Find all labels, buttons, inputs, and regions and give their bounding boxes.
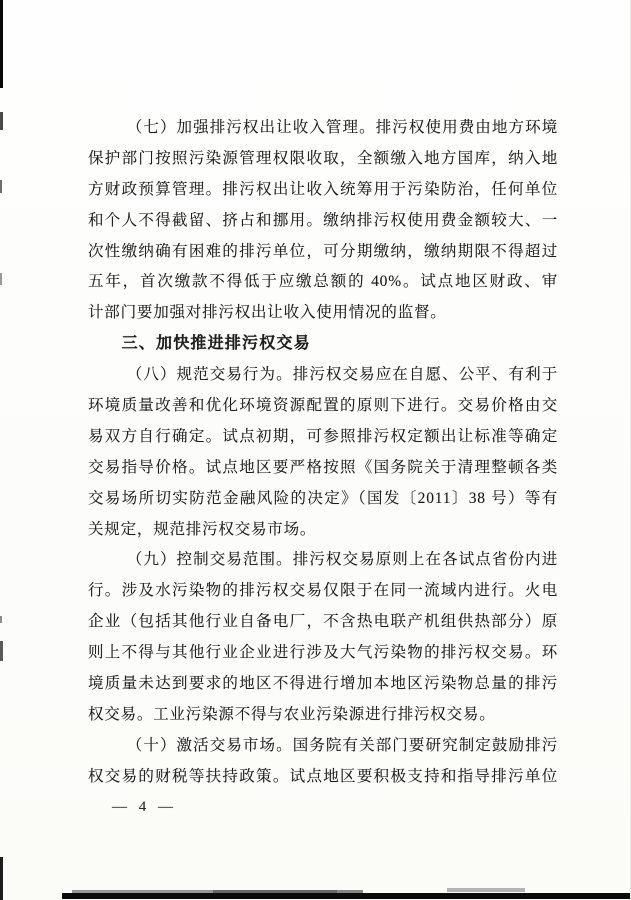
text-line: （八）规范交易行为。排污权交易应在自愿、公平、有利于 <box>126 366 558 384</box>
scan-edge-artifact <box>0 0 3 88</box>
text-line: 三、加快推进排污权交易 <box>121 335 311 353</box>
text-line: （十）激活交易市场。国务院有关部门要研究制定鼓励排污 <box>126 736 558 754</box>
text-line: 次性缴纳确有困难的排污单位，可分期缴纳，缴纳期限不得超过 <box>88 242 558 260</box>
text-line: 权交易。工业污染源不得与农业污染源进行排污权交易。 <box>88 705 496 723</box>
text-line: 交易指导价格。试点地区要严格按照《国务院关于清理整顿各类 <box>88 458 558 476</box>
scan-edge-artifact <box>447 888 525 892</box>
paragraph-7 <box>88 113 558 329</box>
text-line: 易双方自行确定。试点初期，可参照排污权定额出让标准等确定 <box>88 427 558 445</box>
text-line: 企业（包括其他行业自备电厂，不含热电联产机组供热部分）原 <box>88 613 558 631</box>
section-heading-3 <box>88 329 558 360</box>
text-line: 方财政预算管理。排污权出让收入统筹用于污染防治，任何单位 <box>88 180 558 198</box>
scan-edge-artifact <box>213 890 363 893</box>
text-line: 环境质量改善和优化环境资源配置的原则下进行。交易价格由交 <box>88 397 558 415</box>
scan-edge-artifact <box>0 273 2 285</box>
paragraph-10 <box>88 731 558 793</box>
text-line: 五年，首次缴款不得低于应缴总额的 40%。试点地区财政、审 <box>88 273 558 291</box>
text-line: 交易场所切实防范金融风险的决定》（国发〔2011〕38 号）等有 <box>88 489 558 507</box>
text-line: 关规定，规范排污权交易市场。 <box>88 520 317 538</box>
scan-edge-artifact <box>72 890 337 893</box>
text-line: 和个人不得截留、挤占和挪用。缴纳排污权使用费金额较大、一 <box>88 211 558 229</box>
text-line: （七）加强排污权出让收入管理。排污权使用费由地方环境 <box>126 119 558 136</box>
text-line: 行。涉及水污染物的排污权交易仅限于在同一流域内进行。火电 <box>88 582 558 600</box>
text-line: 境质量未达到要求的地区不得进行增加本地区污染物总量的排污 <box>88 675 558 693</box>
scan-edge-artifact <box>0 857 3 900</box>
scan-bottom-edge-artifact <box>62 893 631 899</box>
text-line: 保护部门按照污染源管理权限收取，全额缴入地方国库，纳入地 <box>88 149 558 167</box>
scan-edge-artifact <box>0 641 3 661</box>
text-line: （九）控制交易范围。排污权交易原则上在各试点省份内进 <box>126 551 558 569</box>
text-line: 计部门要加强对排污权出让收入使用情况的监督。 <box>88 304 447 322</box>
text-line: 权交易的财税等扶持政策。试点地区要积极支持和指导排污单位 <box>88 767 558 785</box>
scan-edge-artifact <box>0 180 2 193</box>
page-number: — 4 — <box>112 799 177 815</box>
document-body <box>88 113 558 793</box>
text-line: 则上不得与其他行业企业进行涉及大气污染物的排污权交易。环 <box>88 644 558 662</box>
scan-edge-artifact <box>0 616 2 623</box>
scan-edge-artifact <box>0 112 3 130</box>
paragraph-9 <box>88 545 558 730</box>
paragraph-8 <box>88 360 558 545</box>
